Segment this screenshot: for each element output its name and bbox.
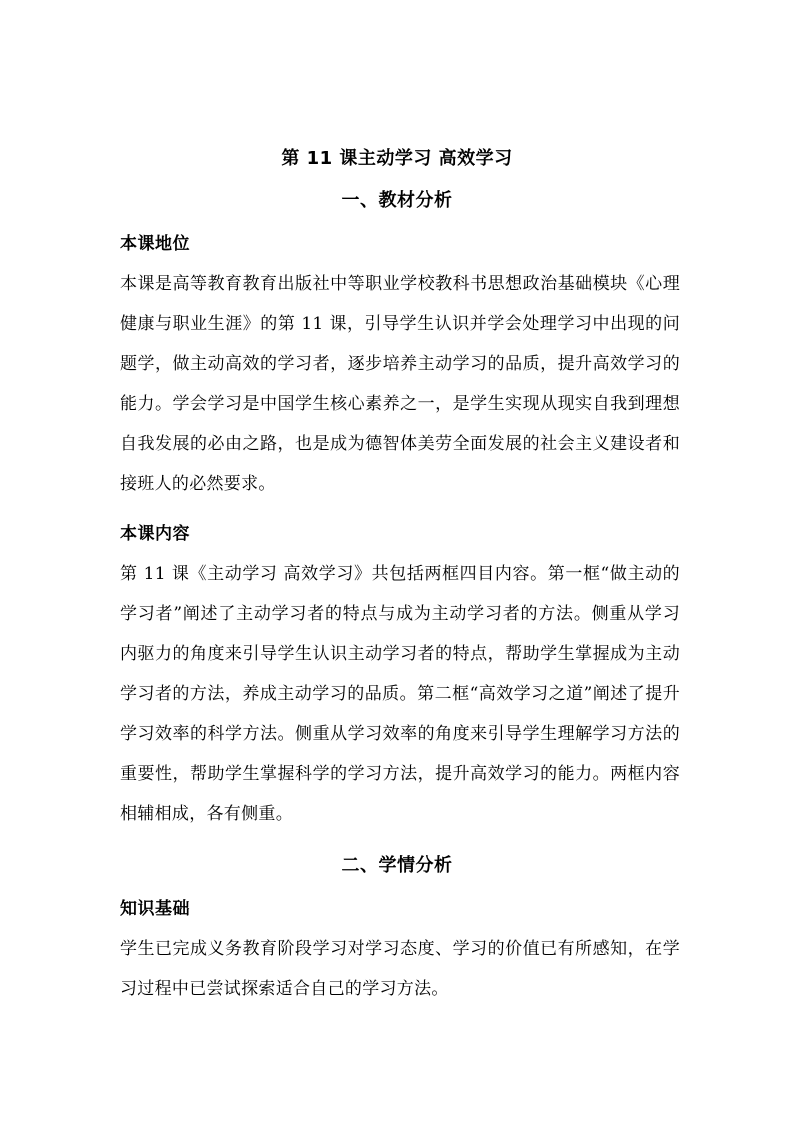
section-heading-textbook-analysis: 一、教材分析 <box>341 190 453 211</box>
subheading-knowledge-basis: 知识基础 <box>120 899 190 919</box>
paragraph-knowledge-basis: 学生已完成义务教育阶段学习对学习态度、学习的价值已有所感知，在学习过程中已尝试探索适合自己的学习方法。 <box>120 939 680 999</box>
document-title: 第 11 课主动学习 高效学习 <box>281 148 513 169</box>
subheading-lesson-position: 本课地位 <box>120 234 190 254</box>
section-heading-learner-analysis: 二、学情分析 <box>341 855 453 876</box>
paragraph-lesson-position: 本课是高等教育教育出版社中等职业学校教科书思想政治基础模块《心理健康与职业生涯》的第 11 课，引导学生认识并学会处理学习中出现的问题学，做主动高效的学习者，逐步培养主动学习的品质，提升高效学习的能力。学会学习是中国学生核心素养之一，是学生实现从现实自我到理想自我发展的必由之路，也是成为德智体美劳全面发展的社会主义建设者和接班人的必然要求。 <box>120 274 680 494</box>
paragraph-lesson-content: 第 11 课《主动学习 高效学习》共包括两框四目内容。第一框“做主动的学习者”阐述了主动学习者的特点与成为主动学习者的方法。侧重从学习内驱力的角度来引导学生认识主动学习者的特点，帮助学生掌握成为主动学习者的方法，养成主动学习的品质。第二框“高效学习之道”阐述了提升学习效率的科学方法。侧重从学习效率的角度来引导学生理解学习方法的重要性，帮助学生掌握科学的学习方法，提升高效学习的能力。两框内容相辅相成，各有侧重。 <box>120 564 680 824</box>
subheading-lesson-content: 本课内容 <box>120 524 190 544</box>
